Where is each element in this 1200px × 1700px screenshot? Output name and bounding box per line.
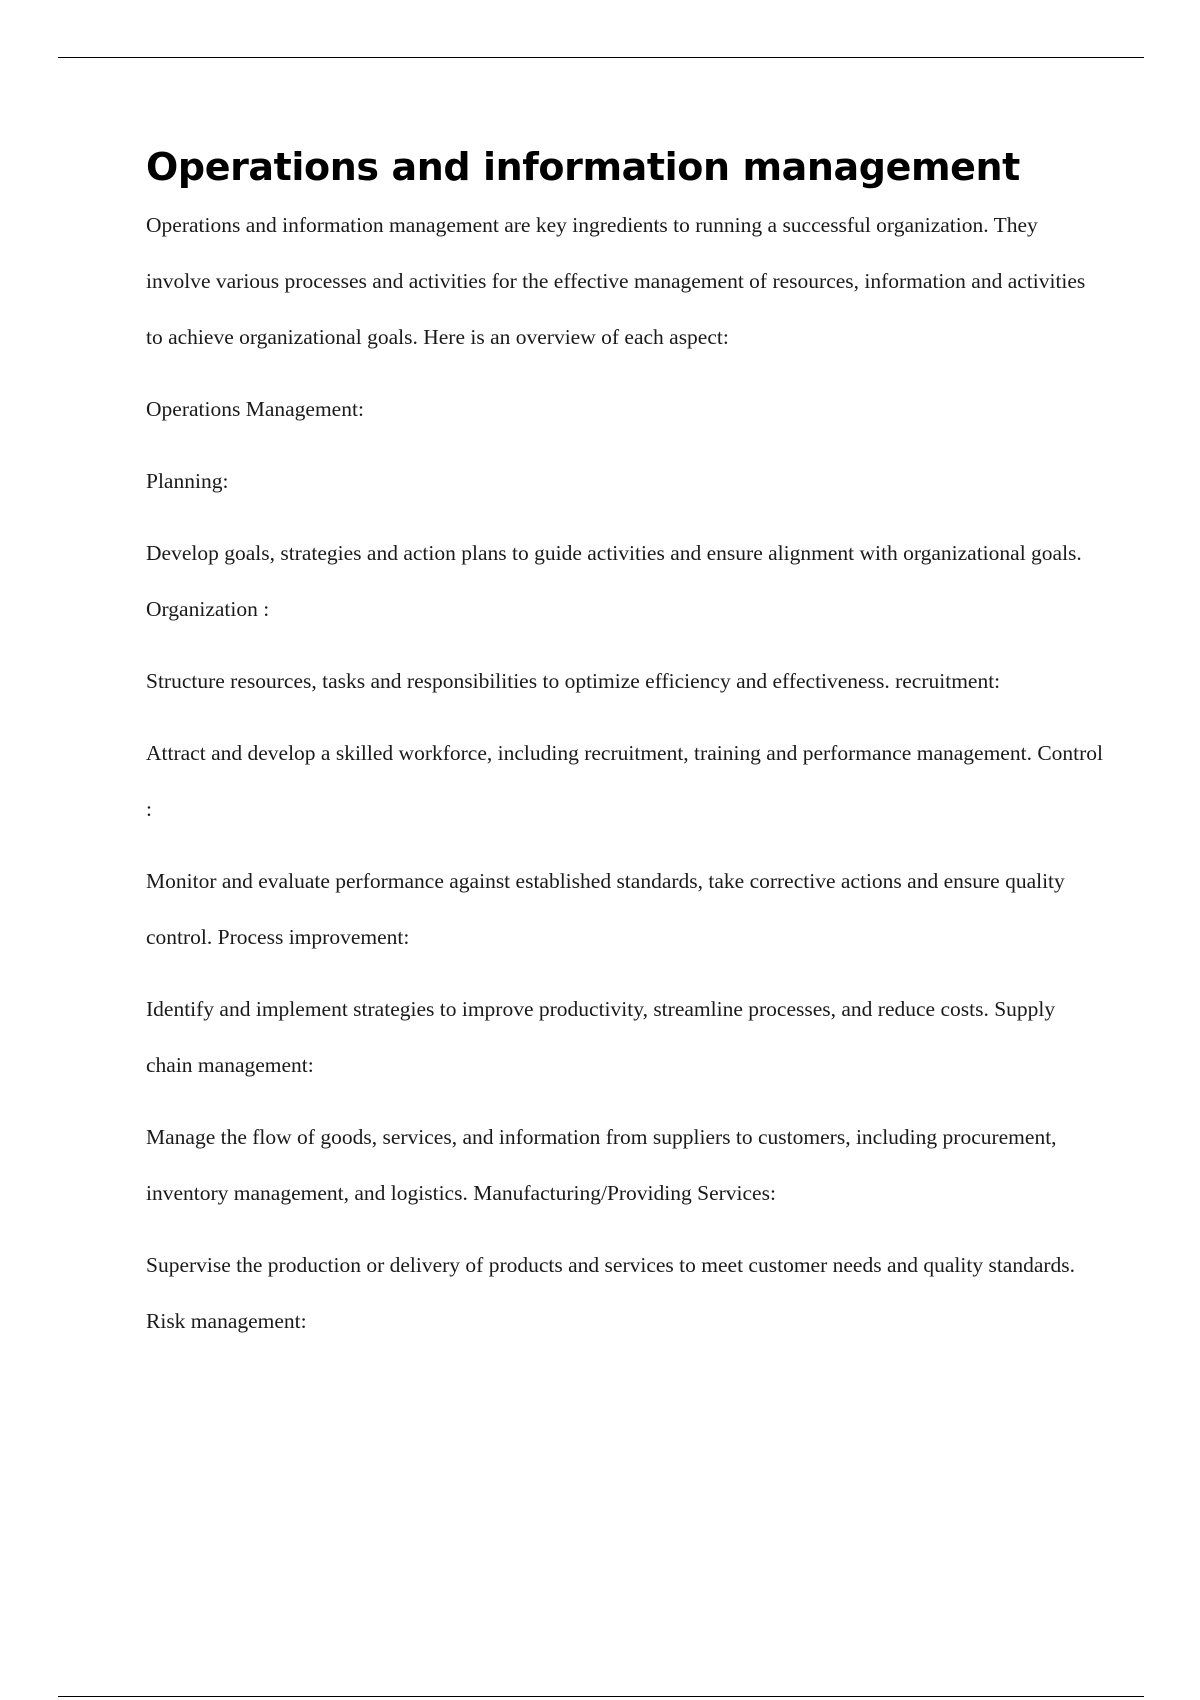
- document-title: Operations and information management: [146, 145, 1020, 189]
- bottom-rule: [58, 1696, 1144, 1697]
- paragraph-supply-chain: Manage the flow of goods, services, and information from suppliers to customers, including procurement, inventory management, and logistics. Manufacturing/Providing Services:: [146, 1124, 1057, 1205]
- document-body: [146, 145, 1106, 1349]
- paragraph-planning: Develop goals, strategies and action plans to guide activities and ensure alignment with organizational goals. Organization :: [146, 540, 1082, 621]
- paragraph-organization: Structure resources, tasks and responsibilities to optimize efficiency and effectiveness. recruitment:: [146, 668, 1001, 693]
- intro-paragraph: Operations and information management are key ingredients to running a successful organization. They involve various processes and activities for the effective management of resources, information and activities to achieve organizational goals. Here is an overview of each aspect:: [146, 212, 1086, 349]
- paragraph-recruitment: Attract and develop a skilled workforce, including recruitment, training and performance management. Control :: [146, 740, 1104, 821]
- subheading-planning: Planning:: [146, 468, 229, 493]
- paragraph-process-improvement: Identify and implement strategies to improve productivity, streamline processes, and reduce costs. Supply chain management:: [146, 996, 1056, 1077]
- section-heading-operations-management: Operations Management:: [146, 396, 364, 421]
- top-rule: [58, 57, 1144, 58]
- paragraph-manufacturing: Supervise the production or delivery of products and services to meet customer needs and quality standards. Risk management:: [146, 1252, 1076, 1333]
- paragraph-control: Monitor and evaluate performance against established standards, take corrective actions and ensure quality control. Process improvement:: [146, 868, 1065, 949]
